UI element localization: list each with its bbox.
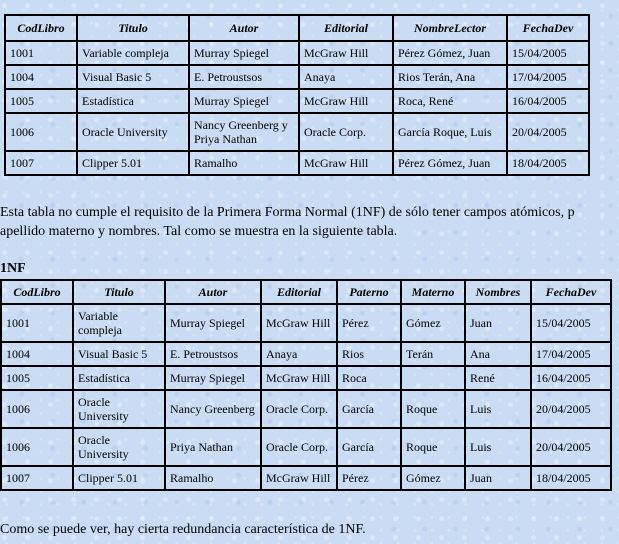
table-row [1, 342, 611, 366]
header-paterno: Paterno [337, 280, 401, 304]
cell-fechadev: 18/04/2005 [531, 466, 611, 490]
library-loans-table [4, 14, 590, 176]
cell-materno: Terán [401, 342, 465, 366]
cell-autor: Nancy Greenberg y Priya Nathan [189, 113, 299, 151]
cell-autor: Priya Nathan [165, 428, 261, 466]
cell-nombrelector: Rios Terán, Ana [393, 65, 507, 89]
cell-titulo: Oracle University [73, 390, 165, 428]
cell-paterno: García [337, 390, 401, 428]
header-materno: Materno [401, 280, 465, 304]
cell-fechadev: 18/04/2005 [507, 151, 589, 175]
cell-editorial: McGraw Hill [299, 41, 393, 65]
cell-autor: Murray Spiegel [165, 304, 261, 342]
cell-codlibro: 1007 [1, 466, 73, 490]
cell-fechadev: 15/04/2005 [531, 304, 611, 342]
cell-editorial: McGraw Hill [299, 151, 393, 175]
cell-paterno: Pérez [337, 304, 401, 342]
cell-codlibro: 1006 [5, 113, 77, 151]
cell-codlibro: 1004 [5, 65, 77, 89]
cell-materno: Roque [401, 428, 465, 466]
cell-autor: E. Petroustsos [189, 65, 299, 89]
cell-fechadev: 20/04/2005 [507, 113, 589, 151]
header-nombrelector: NombreLector [393, 15, 507, 41]
cell-editorial: McGraw Hill [261, 366, 337, 390]
cell-codlibro: 1005 [1, 366, 73, 390]
cell-nombres: Ana [465, 342, 531, 366]
header-autor: Autor [189, 15, 299, 41]
cell-fechadev: 16/04/2005 [531, 366, 611, 390]
cell-codlibro: 1004 [1, 342, 73, 366]
cell-nombres: Juan [465, 466, 531, 490]
cell-paterno: Rios [337, 342, 401, 366]
cell-nombrelector: Pérez Gómez, Juan [393, 151, 507, 175]
cell-fechadev: 17/04/2005 [531, 342, 611, 366]
table-row [1, 466, 611, 490]
cell-editorial: Anaya [261, 342, 337, 366]
table-row [1, 428, 611, 466]
header-codlibro: CodLibro [5, 15, 77, 41]
cell-paterno: Roca [337, 366, 401, 390]
header-editorial: Editorial [299, 15, 393, 41]
cell-titulo: Visual Basic 5 [73, 342, 165, 366]
table-row [1, 366, 611, 390]
table-row [5, 113, 589, 151]
library-loans-1nf-table [0, 279, 612, 491]
cell-editorial: McGraw Hill [261, 304, 337, 342]
table-row [1, 390, 611, 428]
cell-titulo: Variable compleja [77, 41, 189, 65]
cell-titulo: Estadística [73, 366, 165, 390]
cell-autor: Ramalho [189, 151, 299, 175]
cell-titulo: Variable compleja [73, 304, 165, 342]
cell-codlibro: 1007 [5, 151, 77, 175]
table-row [5, 41, 589, 65]
cell-titulo: Oracle University [77, 113, 189, 151]
cell-nombres: Luis [465, 428, 531, 466]
cell-materno [401, 366, 465, 390]
cell-editorial: Anaya [299, 65, 393, 89]
cell-autor: Nancy Greenberg [165, 390, 261, 428]
cell-autor: Murray Spiegel [189, 89, 299, 113]
header-titulo: Titulo [77, 15, 189, 41]
cell-nombres: Luis [465, 390, 531, 428]
explanation-line-2: apellido materno y nombres. Tal como se muestra en la siguiente tabla. [0, 224, 398, 239]
cell-fechadev: 15/04/2005 [507, 41, 589, 65]
header-fechadev: FechaDev [531, 280, 611, 304]
table-header-row [1, 280, 611, 304]
header-editorial: Editorial [261, 280, 337, 304]
cell-materno: Gómez [401, 466, 465, 490]
cell-codlibro: 1005 [5, 89, 77, 113]
cell-nombrelector: García Roque, Luis [393, 113, 507, 151]
cell-nombres: René [465, 366, 531, 390]
cell-fechadev: 20/04/2005 [531, 390, 611, 428]
header-codlibro: CodLibro [1, 280, 73, 304]
cell-nombrelector: Roca, René [393, 89, 507, 113]
table-row [1, 304, 611, 342]
header-nombres: Nombres [465, 280, 531, 304]
cell-fechadev: 17/04/2005 [507, 65, 589, 89]
cell-nombrelector: Pérez Gómez, Juan [393, 41, 507, 65]
cell-editorial: McGraw Hill [299, 89, 393, 113]
table-row [5, 151, 589, 175]
cell-autor: E. Petroustsos [165, 342, 261, 366]
header-autor: Autor [165, 280, 261, 304]
cell-paterno: García [337, 428, 401, 466]
section-heading-1nf: 1NF [0, 261, 26, 276]
cell-codlibro: 1006 [1, 390, 73, 428]
cell-codlibro: 1006 [1, 428, 73, 466]
cell-codlibro: 1001 [1, 304, 73, 342]
cell-nombres: Juan [465, 304, 531, 342]
cell-autor: Ramalho [165, 466, 261, 490]
cell-materno: Gómez [401, 304, 465, 342]
cell-editorial: Oracle Corp. [299, 113, 393, 151]
cell-autor: Murray Spiegel [165, 366, 261, 390]
conclusion-text: Como se puede ver, hay cierta redundancia característica de 1NF. [0, 522, 366, 537]
cell-autor: Murray Spiegel [189, 41, 299, 65]
header-fechadev: FechaDev [507, 15, 589, 41]
cell-fechadev: 20/04/2005 [531, 428, 611, 466]
cell-editorial: Oracle Corp. [261, 390, 337, 428]
cell-codlibro: 1001 [5, 41, 77, 65]
table-row [5, 65, 589, 89]
cell-editorial: Oracle Corp. [261, 428, 337, 466]
cell-titulo: Estadística [77, 89, 189, 113]
cell-paterno: Pérez [337, 466, 401, 490]
table-header-row [5, 15, 589, 41]
header-titulo: Titulo [73, 280, 165, 304]
explanation-line-1: Esta tabla no cumple el requisito de la Primera Forma Normal (1NF) de sólo tener campos atómicos, p [0, 205, 575, 220]
cell-titulo: Visual Basic 5 [77, 65, 189, 89]
cell-materno: Roque [401, 390, 465, 428]
table-row [5, 89, 589, 113]
cell-editorial: McGraw Hill [261, 466, 337, 490]
cell-titulo: Clipper 5.01 [73, 466, 165, 490]
cell-fechadev: 16/04/2005 [507, 89, 589, 113]
cell-titulo: Clipper 5.01 [77, 151, 189, 175]
cell-titulo: Oracle University [73, 428, 165, 466]
